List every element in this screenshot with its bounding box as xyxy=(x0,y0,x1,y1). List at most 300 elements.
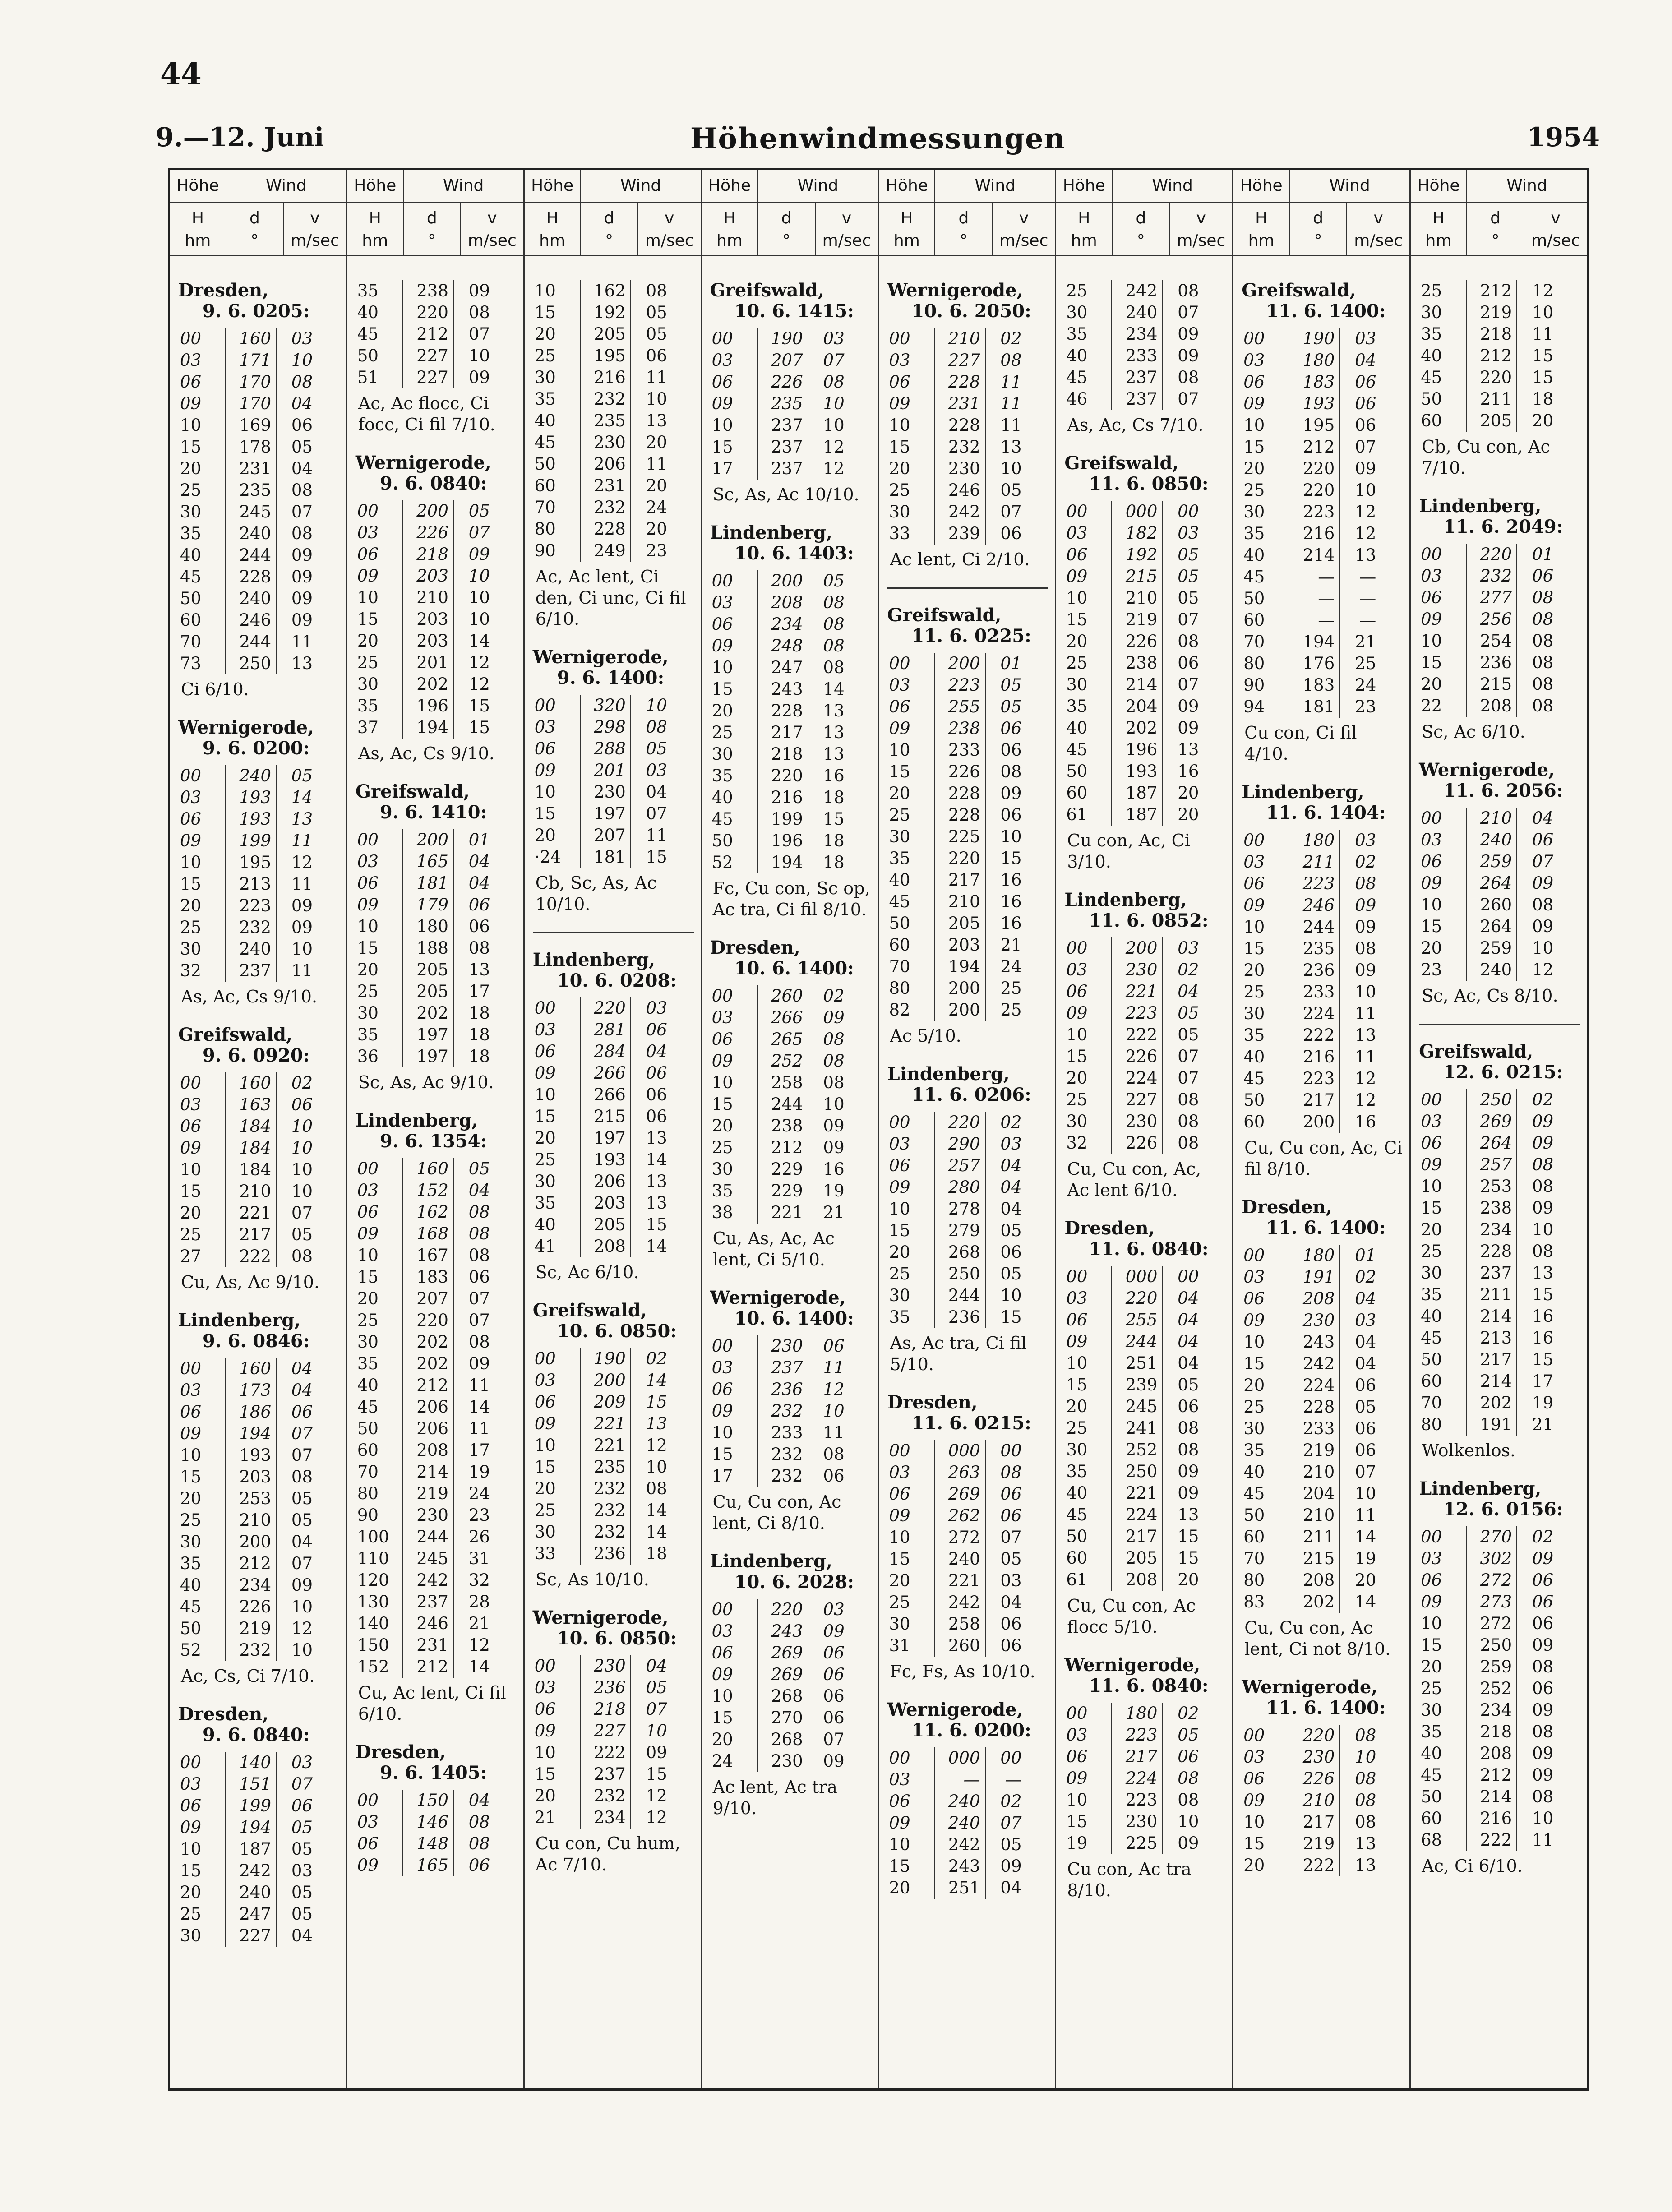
table-row xyxy=(357,873,494,894)
height-cell: 23 xyxy=(1421,960,1442,979)
direction-cell: 268 xyxy=(757,1729,808,1750)
station-block xyxy=(1242,1197,1403,1660)
height-cell: 25 xyxy=(711,723,733,742)
height-cell: 06 xyxy=(180,1117,202,1136)
height-cell: 00 xyxy=(534,998,556,1018)
direction-cell: 227 xyxy=(580,1720,631,1742)
height-cell: 15 xyxy=(889,762,910,781)
height-cell: 38 xyxy=(711,1203,733,1222)
direction-cell: 183 xyxy=(1289,674,1339,696)
direction-cell: 205 xyxy=(1466,410,1517,432)
station-timestamp: 10. 6. 1400: xyxy=(734,958,854,979)
direction-cell: 240 xyxy=(226,938,276,960)
height-cell: 45 xyxy=(1421,368,1442,387)
direction-cell: 264 xyxy=(1466,916,1517,937)
direction-cell: 214 xyxy=(1112,674,1162,696)
direction-cell: 210 xyxy=(403,587,453,609)
height-cell: 30 xyxy=(711,744,733,764)
header-msec: m/sec xyxy=(1531,231,1580,250)
direction-cell: 242 xyxy=(226,1860,276,1882)
height-cell: 09 xyxy=(1243,1311,1265,1330)
speed-cell: 10 xyxy=(631,1456,672,1478)
table-row xyxy=(889,999,1026,1021)
table-row xyxy=(357,1461,494,1483)
height-cell: 06 xyxy=(1066,982,1088,1001)
speed-cell: 04 xyxy=(453,1180,494,1201)
height-cell: 09 xyxy=(357,566,379,586)
table-column xyxy=(1233,170,1411,2088)
speed-cell: 11 xyxy=(985,415,1026,436)
table-row xyxy=(889,1527,1026,1548)
date-range: 9.—12. Juni xyxy=(156,122,324,152)
table-row xyxy=(357,630,494,652)
height-cell: 25 xyxy=(1243,982,1265,1002)
height-cell: 00 xyxy=(889,1748,910,1768)
direction-cell: 240 xyxy=(226,588,276,610)
observation-table xyxy=(535,280,672,562)
direction-cell: 208 xyxy=(757,592,808,614)
station-timestamp: 12. 6. 0215: xyxy=(1443,1062,1563,1083)
table-row xyxy=(180,328,317,350)
cloud-note: Ac, Ac flocc, Ci focc, Ci fil 7/10. xyxy=(358,393,495,434)
height-cell: 15 xyxy=(889,1221,910,1240)
speed-cell: 09 xyxy=(631,1742,672,1764)
column-body xyxy=(879,256,1055,1899)
station-timestamp: 11. 6. 0200: xyxy=(911,1720,1031,1741)
table-row xyxy=(1243,830,1381,851)
station-timestamp: 9. 6. 0846: xyxy=(203,1330,310,1352)
speed-cell: 12 xyxy=(631,1435,672,1456)
speed-cell: 13 xyxy=(1339,545,1381,566)
height-cell: 35 xyxy=(889,849,910,868)
speed-cell: 08 xyxy=(1517,587,1558,609)
height-cell: 31 xyxy=(889,1636,910,1655)
station-timestamp: 9. 6. 1410: xyxy=(379,802,487,823)
height-cell: 25 xyxy=(180,1510,202,1530)
speed-cell: 09 xyxy=(453,1353,494,1375)
direction-cell: 234 xyxy=(580,1807,631,1829)
table-row xyxy=(712,1379,849,1400)
table-row xyxy=(357,587,494,609)
speed-cell: 10 xyxy=(631,388,672,410)
speed-cell: 06 xyxy=(631,1062,672,1084)
table-row xyxy=(1421,1548,1558,1570)
direction-cell: 000 xyxy=(1112,501,1162,522)
direction-cell: 248 xyxy=(757,635,808,657)
speed-cell: 08 xyxy=(453,1331,494,1353)
speed-cell: 09 xyxy=(1162,1833,1203,1854)
direction-cell: 200 xyxy=(226,1531,276,1553)
table-row xyxy=(712,1400,849,1422)
speed-cell: 07 xyxy=(1517,851,1558,873)
direction-cell: 199 xyxy=(226,1795,276,1817)
header-msec: m/sec xyxy=(467,231,517,250)
direction-cell: 237 xyxy=(757,415,808,436)
table-row xyxy=(1066,652,1203,674)
speed-cell: 14 xyxy=(276,787,317,808)
height-cell: 45 xyxy=(357,1397,379,1417)
speed-cell: 25 xyxy=(985,999,1026,1021)
table-row xyxy=(357,695,494,717)
speed-cell: 14 xyxy=(808,679,849,700)
height-cell: 25 xyxy=(1243,480,1265,500)
height-cell: 82 xyxy=(889,1000,910,1020)
speed-cell: 10 xyxy=(453,609,494,630)
station-name: Greifswald, xyxy=(1064,453,1179,474)
direction-cell: 240 xyxy=(226,765,276,787)
speed-cell: 08 xyxy=(1517,1656,1558,1678)
table-row xyxy=(357,1180,494,1201)
height-cell: 50 xyxy=(1243,1505,1265,1525)
height-cell: 30 xyxy=(711,1159,733,1179)
table-row xyxy=(180,1903,317,1925)
height-cell: 40 xyxy=(1243,1047,1265,1067)
table-row xyxy=(889,1285,1026,1307)
speed-cell: 08 xyxy=(808,1072,849,1094)
table-row xyxy=(180,1618,317,1639)
speed-cell: 09 xyxy=(985,783,1026,804)
direction-cell: 210 xyxy=(1289,1461,1339,1483)
direction-cell: 199 xyxy=(226,830,276,852)
direction-cell: 228 xyxy=(1466,1241,1517,1262)
speed-cell: 12 xyxy=(1339,1068,1381,1090)
direction-cell: 160 xyxy=(226,328,276,350)
speed-cell: 06 xyxy=(1339,371,1381,393)
direction-cell: 000 xyxy=(1112,1266,1162,1288)
table-row xyxy=(1066,981,1203,1002)
direction-cell: 182 xyxy=(1112,522,1162,544)
height-cell: 06 xyxy=(889,697,910,716)
direction-cell: 228 xyxy=(935,371,985,393)
speed-cell: 14 xyxy=(453,1396,494,1418)
table-row xyxy=(535,1171,672,1192)
table-row xyxy=(889,1856,1026,1877)
speed-cell: 06 xyxy=(985,1613,1026,1635)
speed-cell: 08 xyxy=(808,614,849,635)
direction-cell: 240 xyxy=(226,523,276,545)
height-cell: 30 xyxy=(180,1926,202,1945)
header-wind: Wind xyxy=(1290,170,1409,203)
table-row xyxy=(712,1050,849,1072)
table-row xyxy=(535,1543,672,1565)
table-row xyxy=(712,1465,849,1487)
speed-cell: 09 xyxy=(1517,873,1558,894)
direction-cell: 236 xyxy=(1289,960,1339,981)
table-row xyxy=(1421,1721,1558,1743)
header-v-unit xyxy=(638,203,701,256)
direction-cell: 298 xyxy=(580,716,631,738)
direction-cell: 200 xyxy=(935,653,985,674)
table-row xyxy=(1066,1396,1203,1418)
height-cell: 50 xyxy=(1243,589,1265,608)
height-cell: 25 xyxy=(889,805,910,825)
direction-cell: 179 xyxy=(403,894,453,916)
direction-cell: 237 xyxy=(757,436,808,458)
table-row xyxy=(889,480,1026,501)
direction-cell: 165 xyxy=(403,851,453,873)
table-row xyxy=(712,657,849,679)
speed-cell: 07 xyxy=(276,1773,317,1795)
table-row xyxy=(1066,696,1203,717)
height-cell: 30 xyxy=(1421,303,1442,322)
station-timestamp: 11. 6. 0206: xyxy=(911,1084,1031,1105)
cloud-note: Cb, Cu con, Ac 7/10. xyxy=(1422,437,1550,478)
speed-cell: 01 xyxy=(1339,1245,1381,1266)
direction-cell: 222 xyxy=(580,1742,631,1764)
table-row xyxy=(535,1435,672,1456)
speed-cell: 08 xyxy=(808,635,849,657)
direction-cell: 237 xyxy=(403,1591,453,1613)
height-cell: 15 xyxy=(1421,1198,1442,1218)
direction-cell: 226 xyxy=(1112,631,1162,652)
speed-cell: 14 xyxy=(631,1521,672,1543)
height-cell: 30 xyxy=(889,502,910,522)
table-row xyxy=(535,323,672,345)
table-row xyxy=(357,1526,494,1548)
direction-cell: 190 xyxy=(757,328,808,350)
station-name: Dresden, xyxy=(1064,1218,1155,1239)
table-row xyxy=(180,1575,317,1596)
speed-cell: 13 xyxy=(1339,1025,1381,1046)
table-row xyxy=(889,1112,1026,1133)
direction-cell: 205 xyxy=(580,323,631,345)
table-row xyxy=(535,432,672,453)
height-cell: 15 xyxy=(711,1445,733,1464)
speed-cell: 24 xyxy=(985,956,1026,978)
height-cell: 25 xyxy=(1243,1397,1265,1417)
direction-cell: 227 xyxy=(1112,1089,1162,1111)
table-row xyxy=(712,635,849,657)
table-row xyxy=(180,393,317,415)
height-cell: 40 xyxy=(180,1575,202,1595)
header-v-unit xyxy=(1524,203,1587,256)
direction-cell: 227 xyxy=(226,1925,276,1947)
direction-cell: 238 xyxy=(935,718,985,739)
table-row xyxy=(180,1358,317,1380)
table-row xyxy=(889,1198,1026,1220)
station-block xyxy=(1242,782,1403,1180)
table-row xyxy=(180,371,317,393)
direction-cell: 233 xyxy=(757,1422,808,1444)
height-cell: 25 xyxy=(180,1904,202,1924)
header-deg: ° xyxy=(1314,231,1322,250)
direction-cell: 216 xyxy=(1289,523,1339,545)
header-v-unit xyxy=(816,203,878,256)
table-row xyxy=(712,722,849,743)
direction-cell: 232 xyxy=(580,497,631,518)
height-cell: 09 xyxy=(889,1178,910,1197)
speed-cell: 06 xyxy=(276,415,317,436)
observation-table xyxy=(357,500,494,739)
direction-cell: 222 xyxy=(1466,1829,1517,1851)
table-row xyxy=(1421,367,1558,388)
speed-cell: 06 xyxy=(1339,1440,1381,1461)
direction-cell: 230 xyxy=(580,1655,631,1677)
speed-cell: 05 xyxy=(453,1158,494,1180)
table-row xyxy=(1243,1245,1381,1266)
observation-table xyxy=(1066,937,1203,1154)
direction-cell: 140 xyxy=(226,1752,276,1773)
header-deg: ° xyxy=(959,231,968,250)
table-column xyxy=(702,170,879,2088)
header-deg: ° xyxy=(250,231,259,250)
table-row xyxy=(1066,1703,1203,1724)
height-cell: 15 xyxy=(711,679,733,699)
direction-cell: 233 xyxy=(1289,981,1339,1003)
direction-cell: 220 xyxy=(403,1310,453,1331)
height-cell: 15 xyxy=(1421,653,1442,672)
direction-cell: 220 xyxy=(1289,1725,1339,1746)
table-row xyxy=(1243,1418,1381,1440)
height-cell: 21 xyxy=(534,1808,556,1827)
height-cell: 09 xyxy=(534,761,556,780)
height-cell: 30 xyxy=(1421,1263,1442,1283)
station-name: Lindenberg, xyxy=(1419,1478,1542,1499)
height-cell: 06 xyxy=(1066,1310,1088,1330)
table-row xyxy=(535,716,672,738)
height-cell: 30 xyxy=(357,1332,379,1352)
header-d-unit xyxy=(581,203,638,256)
column-header xyxy=(1411,170,1587,256)
speed-cell: 11 xyxy=(808,1357,849,1379)
table-row xyxy=(1243,960,1381,981)
speed-cell: 05 xyxy=(276,1882,317,1903)
table-row xyxy=(535,997,672,1019)
station-block xyxy=(1242,280,1403,765)
table-row xyxy=(889,1613,1026,1635)
height-cell: 06 xyxy=(711,372,733,392)
height-cell: 20 xyxy=(711,1116,733,1136)
direction-cell: 240 xyxy=(935,1791,985,1812)
table-row xyxy=(1421,829,1558,851)
height-cell: 50 xyxy=(1066,1527,1088,1546)
direction-cell: 204 xyxy=(1289,1483,1339,1505)
table-row xyxy=(357,1046,494,1067)
speed-cell: 13 xyxy=(1339,1855,1381,1876)
table-row xyxy=(535,1149,672,1171)
station-block xyxy=(1242,1677,1403,1876)
height-cell: 40 xyxy=(180,545,202,565)
column-header xyxy=(1233,170,1409,256)
table-row xyxy=(889,718,1026,739)
direction-cell: 270 xyxy=(757,1707,808,1729)
direction-cell: 269 xyxy=(935,1483,985,1505)
speed-cell: 12 xyxy=(276,852,317,873)
header-h-unit xyxy=(525,203,581,256)
table-row xyxy=(889,1812,1026,1834)
column-body xyxy=(170,256,346,1947)
direction-cell: 255 xyxy=(1112,1309,1162,1331)
direction-cell: 227 xyxy=(403,345,453,367)
speed-cell: 08 xyxy=(1517,609,1558,630)
height-cell: 03 xyxy=(1243,852,1265,872)
header-d: d xyxy=(604,209,614,227)
height-cell: 06 xyxy=(1421,588,1442,607)
height-cell: 30 xyxy=(1243,502,1265,522)
table-row xyxy=(357,652,494,674)
speed-cell: 07 xyxy=(1339,1461,1381,1483)
header-h: H xyxy=(546,209,559,227)
speed-cell: 04 xyxy=(631,1041,672,1062)
speed-cell: 06 xyxy=(1517,1613,1558,1635)
speed-cell: 09 xyxy=(1517,1764,1558,1786)
table-row xyxy=(180,1773,317,1795)
station-name: Dresden, xyxy=(710,937,800,958)
height-cell: 50 xyxy=(1243,1090,1265,1110)
direction-cell: 260 xyxy=(935,1635,985,1657)
table-row xyxy=(1421,323,1558,345)
direction-cell: 220 xyxy=(1289,480,1339,501)
speed-cell: 08 xyxy=(453,302,494,323)
height-cell: 140 xyxy=(357,1614,389,1633)
height-cell: 03 xyxy=(889,351,910,370)
station-timestamp: 11. 6. 0840: xyxy=(1089,1675,1209,1696)
speed-cell: 09 xyxy=(1162,345,1203,367)
cloud-note: Ci 6/10. xyxy=(181,679,249,699)
direction-cell: 210 xyxy=(935,328,985,350)
direction-cell: 254 xyxy=(1466,630,1517,652)
speed-cell: 09 xyxy=(1162,696,1203,717)
table-row xyxy=(535,1236,672,1257)
table-row xyxy=(1421,916,1558,937)
speed-cell: 12 xyxy=(453,652,494,674)
table-row xyxy=(535,695,672,716)
table-row xyxy=(889,458,1026,480)
height-cell: 50 xyxy=(711,831,733,850)
cloud-note: Cu, Cu con, Ac, Ac lent 6/10. xyxy=(1067,1159,1201,1200)
table-row xyxy=(1243,631,1381,653)
direction-cell: 221 xyxy=(580,1413,631,1435)
height-cell: 61 xyxy=(1066,1570,1088,1589)
table-row xyxy=(535,280,672,302)
direction-cell: 220 xyxy=(1289,458,1339,480)
direction-cell: 180 xyxy=(1289,830,1339,851)
speed-cell: 23 xyxy=(1339,696,1381,718)
cloud-note: Sc, As, Ac 10/10. xyxy=(712,485,859,504)
height-cell: 09 xyxy=(889,1506,910,1525)
height-cell: 40 xyxy=(1421,1307,1442,1326)
direction-cell: 200 xyxy=(403,829,453,851)
height-cell: 00 xyxy=(1066,1267,1088,1286)
direction-cell: 232 xyxy=(226,917,276,938)
table-row xyxy=(180,523,317,545)
header-d: d xyxy=(781,209,792,227)
table-row xyxy=(1421,1699,1558,1721)
direction-cell: 176 xyxy=(1289,653,1339,674)
table-row xyxy=(712,787,849,808)
station-name: Lindenberg, xyxy=(178,1310,301,1331)
station-block xyxy=(1064,1218,1226,1638)
header-deg: ° xyxy=(428,231,436,250)
speed-cell: 11 xyxy=(1339,1046,1381,1068)
speed-cell: 16 xyxy=(1517,1306,1558,1327)
speed-cell: 08 xyxy=(1162,1418,1203,1439)
direction-cell: 211 xyxy=(1466,1284,1517,1306)
direction-cell: 210 xyxy=(1466,808,1517,829)
table-row xyxy=(1066,782,1203,804)
table-row xyxy=(180,436,317,458)
direction-cell: 230 xyxy=(1289,1310,1339,1331)
table-column xyxy=(1411,170,1587,2088)
observation-table xyxy=(712,1335,849,1487)
header-v: v xyxy=(1551,209,1561,227)
station-name: Wernigerode, xyxy=(532,1607,669,1628)
observation-table xyxy=(357,1790,494,1876)
station-name: Wernigerode, xyxy=(1064,1654,1201,1676)
speed-cell: 10 xyxy=(985,1285,1026,1307)
height-cell: 50 xyxy=(357,346,379,365)
height-cell: 30 xyxy=(357,674,379,694)
